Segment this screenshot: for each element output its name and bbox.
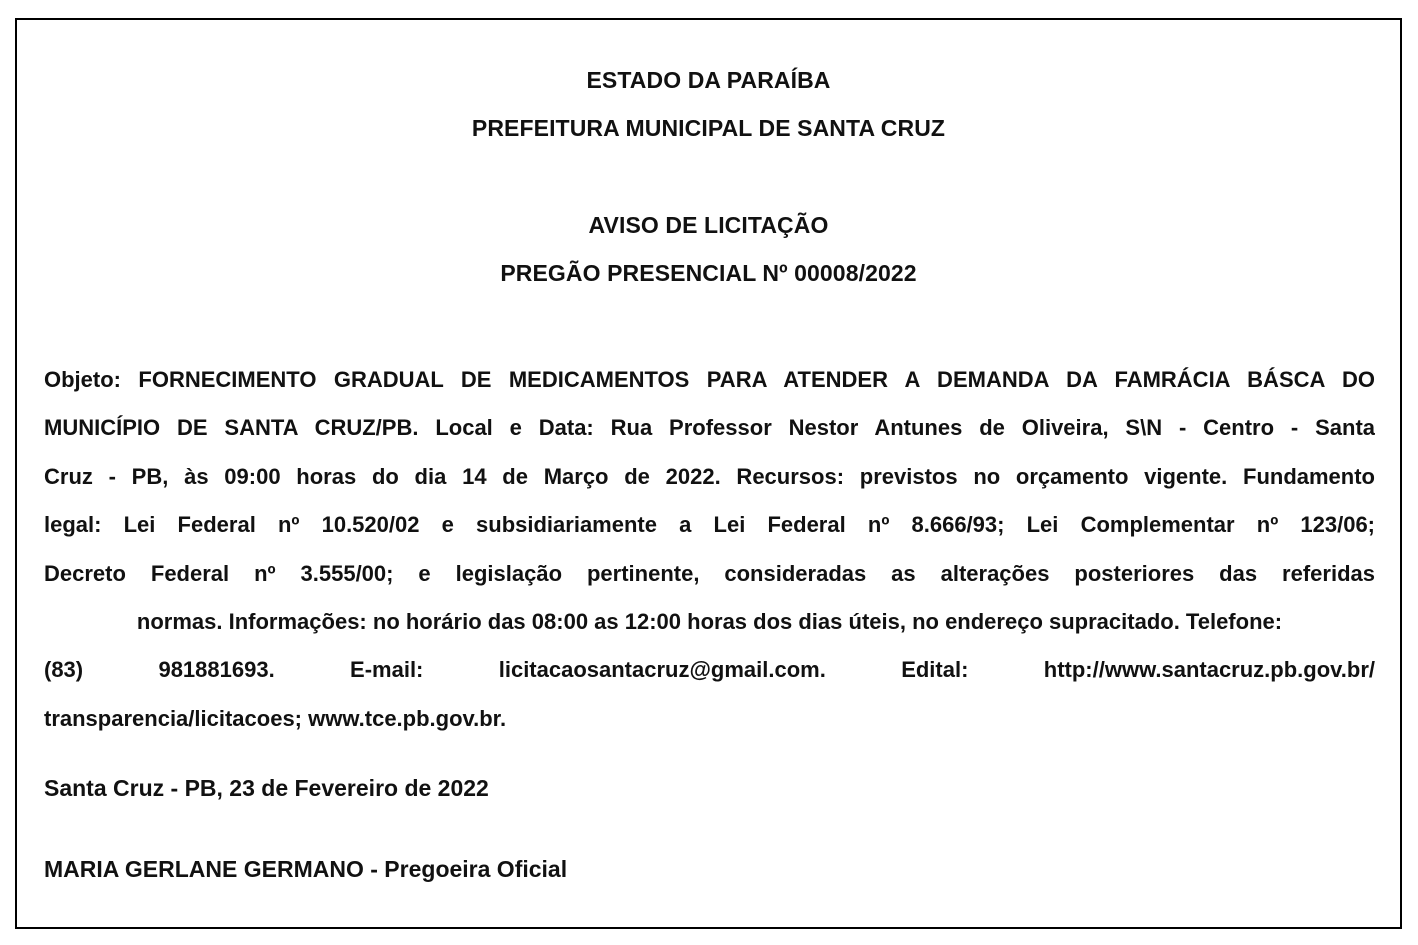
body-line: Cruz - PB, às 09:00 horas do dia 14 de Março de 2022. Recursos: previstos no orçamento vigente. Fundamento <box>44 463 1375 489</box>
notice-body <box>44 356 1375 743</box>
body-line: normas. Informações: no horário das 08:00 as 12:00 horas dos dias úteis, no endereço supracitado. Telefone: <box>136 608 1283 634</box>
notice-type-heading: AVISO DE LICITAÇÃO <box>588 212 829 238</box>
body-line: (83) 981881693. E-mail: licitacaosantacruz@gmail.com. Edital: http://www.santacruz.pb.gov.br/ <box>44 657 1375 683</box>
state-heading: ESTADO DA PARAÍBA <box>586 67 831 93</box>
municipality-heading: PREFEITURA MUNICIPAL DE SANTA CRUZ <box>471 115 946 141</box>
body-line: Decreto Federal nº 3.555/00; e legislação pertinente, consideradas as alterações posteriores das referidas <box>44 560 1375 586</box>
body-line: Objeto: FORNECIMENTO GRADUAL DE MEDICAMENTOS PARA ATENDER A DEMANDA DA FAMRÁCIA BÁSCA DO <box>44 367 1375 392</box>
body-line: legal: Lei Federal nº 10.520/02 e subsidiariamente a Lei Federal nº 8.666/93; Lei Complementar nº 123/06; <box>44 512 1375 538</box>
process-heading: PREGÃO PRESENCIAL Nº 00008/2022 <box>500 260 917 286</box>
signature-line: MARIA GERLANE GERMANO - Pregoeira Oficial <box>44 856 568 882</box>
body-line: transparencia/licitacoes; www.tce.pb.gov.br. <box>44 705 507 731</box>
tender-notice <box>15 18 1402 929</box>
body-line: MUNICÍPIO DE SANTA CRUZ/PB. Local e Data: Rua Professor Nestor Antunes de Oliveira, S\N - Centro - Santa <box>44 415 1375 441</box>
place-and-date: Santa Cruz - PB, 23 de Fevereiro de 2022 <box>44 775 489 801</box>
